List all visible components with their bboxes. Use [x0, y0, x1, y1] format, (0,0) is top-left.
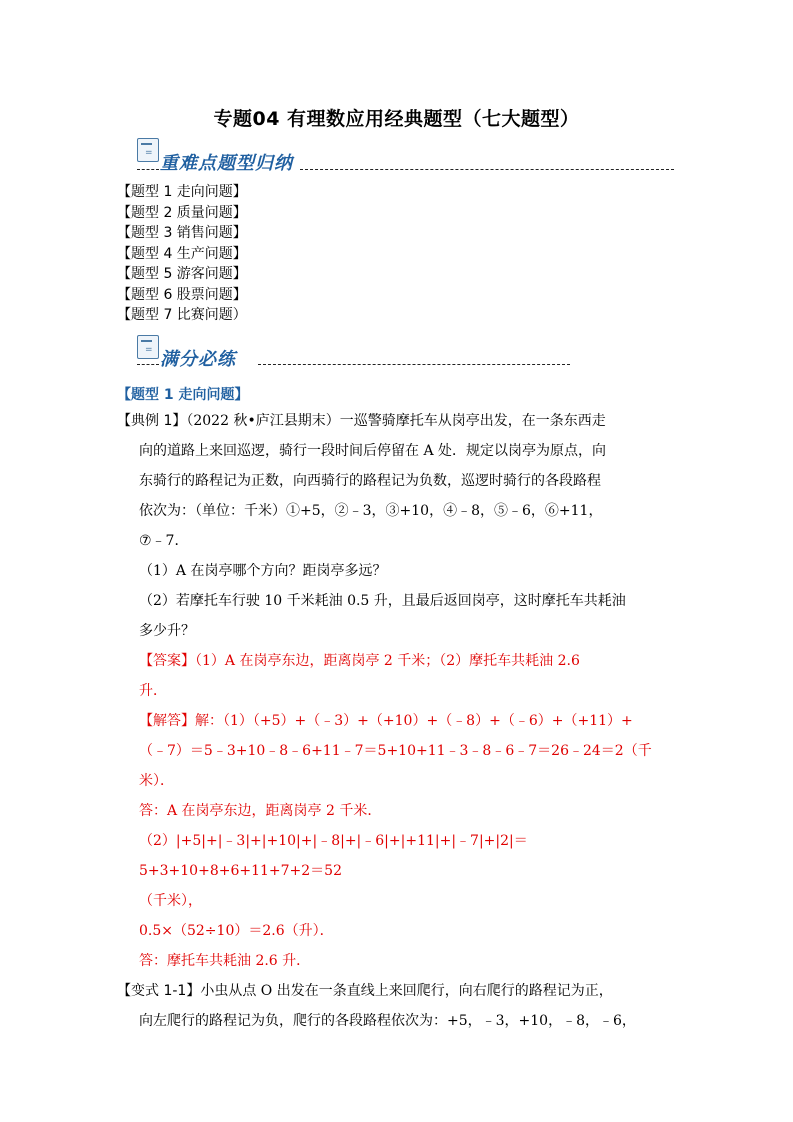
example-block [117, 406, 685, 1036]
variant-line: 向左爬行的路程记为负，爬行的各段路程依次为：+5，﹣3，+10，﹣8，﹣6， [139, 1013, 636, 1029]
solution-line: 答：摩托车共耗油 2.6 升． [139, 953, 311, 969]
topic-list [117, 182, 247, 326]
example-line: 向的道路上来回巡逻，骑行一段时间后停留在 A 处．规定以岗亭为原点，向 [139, 443, 607, 459]
example-line: ⑦﹣7． [139, 533, 189, 549]
divider [300, 169, 674, 170]
list-item: 【题型 5 游客问题】 [117, 266, 247, 282]
example-line: 东骑行的路程记为正数，向西骑行的路程记为负数，巡逻时骑行的各段路程 [139, 473, 601, 489]
solution-line: （千米）， [139, 893, 202, 909]
example-tag: 【典例 1】 [117, 413, 187, 429]
solution-line: 0.5×（52÷10）＝2.6（升）． [139, 923, 334, 939]
divider [137, 364, 159, 365]
divider [137, 169, 159, 170]
solution-line: 答：A 在岗亭东边，距离岗亭 2 千米． [139, 803, 382, 819]
answer-line: 【答案】（1）A 在岗亭东边，距离岗亭 2 千米；（2）摩托车共耗油 2.6 [139, 653, 580, 669]
list-item: 【题型 1 走向问题】 [117, 184, 247, 200]
solution-line: （2）|+5|+|﹣3|+|+10|+|﹣8|+|﹣6|+|+11|+|﹣7|+|2|＝5+3+10+8+6+11+7+2＝52 [139, 833, 528, 879]
solution-line: （﹣7）＝5﹣3+10﹣8﹣6+11﹣7＝5+10+11﹣3﹣8﹣6﹣7＝26﹣24＝2（千 [139, 743, 652, 759]
document-icon: = [137, 335, 159, 359]
question-2: （2）若摩托车行驶 10 千米耗油 0.5 升，且最后返回岗亭，这时摩托车共耗油 [139, 593, 626, 609]
solution-line: 【解答】解：（1）（+5）+（﹣3）+（+10）+（﹣8）+（﹣6）+（+11）+ [139, 713, 633, 729]
example-line: （2022 秋•庐江县期末）一巡警骑摩托车从岗亭出发，在一条东西走 [186, 413, 606, 429]
list-item: 【题型 7 比赛问题） [117, 307, 247, 323]
page-title: 专题04 有理数应用经典题型（七大题型） [213, 108, 580, 130]
question-1: （1）A 在岗亭哪个方向？距岗亭多远？ [139, 563, 387, 579]
section-banner-summary: 重难点题型归纳 [160, 153, 293, 174]
variant-tag: 【变式 1-1】 [117, 983, 201, 999]
question-2-cont: 多少升？ [139, 623, 195, 639]
list-item: 【题型 2 质量问题】 [117, 204, 247, 221]
answer-line: 升． [139, 683, 167, 699]
solution-line: 米）． [139, 773, 174, 789]
variant-line: 小虫从点 O 出发在一条直线上来回爬行，向右爬行的路程记为正， [200, 983, 613, 999]
list-item: 【题型 3 销售问题】 [117, 225, 247, 241]
section-heading: 【题型 1 走向问题】 [117, 387, 249, 403]
divider [258, 364, 570, 365]
example-line: 依次为：（单位：千米）①+5，②﹣3，③+10，④﹣8，⑤﹣6，⑥+11， [139, 503, 603, 519]
list-item: 【题型 6 股票问题】 [117, 286, 247, 303]
document-icon: = [137, 138, 159, 162]
list-item: 【题型 4 生产问题】 [117, 245, 247, 262]
section-banner-practice: 满分必练 [160, 349, 236, 370]
